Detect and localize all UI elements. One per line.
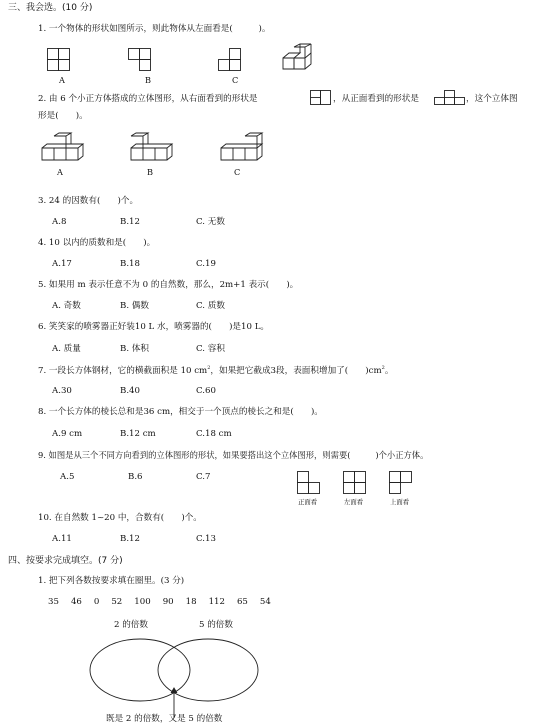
q4-option-a: A.17	[52, 259, 72, 269]
q7-text-c: 。	[384, 365, 394, 376]
question-2-text-d: 形是( )。	[38, 111, 88, 121]
q2-option-b-figure	[130, 133, 174, 163]
q9-option-b: B.6	[128, 472, 143, 482]
number-item: 18	[185, 597, 197, 607]
question-2-text-a: 2. 由 6 个小正方体搭成的立体图形，从右面看到的形状是	[38, 94, 258, 104]
question-8-text: 8. 一个长方体的棱长总和是36 cm，相交于一个顶点的棱长之和是( )。	[38, 407, 323, 417]
q10-option-a: A.11	[52, 534, 72, 544]
q4-option-b: B.18	[120, 259, 140, 269]
question-6-text: 6. 笑笑家的喷雾器正好装10 L 水，喷雾器的( )是10 L。	[38, 322, 269, 332]
q2-option-c-label: C	[234, 167, 241, 177]
q1-option-b-label: B	[145, 75, 152, 85]
number-item: 35	[48, 597, 59, 607]
q6-option-c: C. 容积	[196, 344, 225, 354]
q2-option-c-figure	[220, 133, 264, 163]
question-2-text-b: ，从正面看到的形状是	[333, 94, 419, 104]
q4-option-c: C.19	[196, 259, 216, 269]
q1-option-a-figure	[47, 48, 73, 72]
q1-option-b-figure	[128, 48, 154, 72]
q3-option-a: A.8	[52, 217, 67, 227]
number-list	[48, 598, 271, 607]
q10-option-c: C.13	[196, 534, 216, 544]
q2-option-a-label: A	[57, 167, 63, 177]
q9-top-view-label: 上面看	[390, 498, 410, 506]
section-3-heading: 三、我会选。(10 分)	[8, 3, 93, 13]
q7-sup-2: 2	[381, 365, 385, 371]
venn-diagram	[88, 637, 260, 721]
question-7-text	[38, 366, 393, 375]
q7-sup-1: 2	[207, 365, 211, 371]
question-4-text: 4. 10 以内的质数和是( )。	[38, 238, 156, 248]
question-10-text: 10. 在自然数 1~20 中，合数有( )个。	[38, 513, 202, 523]
q1-option-c-figure	[218, 48, 244, 72]
venn-bottom-label: 既是 2 的倍数，又是 5 的倍数	[106, 714, 223, 724]
q9-front-view-label: 正面看	[298, 498, 318, 506]
q7-option-a: A.30	[52, 386, 72, 396]
q8-option-b: B.12 cm	[120, 429, 156, 439]
q9-option-c: C.7	[196, 472, 211, 482]
number-item: 90	[162, 597, 174, 607]
question-2-text-c: ，这个立体图	[466, 94, 518, 104]
q7-option-b: B.40	[120, 386, 140, 396]
question-3-text: 3. 24 的因数有( )个。	[38, 196, 139, 206]
number-item: 0	[93, 597, 100, 607]
q6-option-a: A. 质量	[52, 344, 81, 354]
question-9-text: 9. 如图是从三个不同方向看到的立体图形的形状，如果要搭出这个立体图形，则需要( )个小正方体。	[38, 450, 429, 460]
question-5-text: 5. 如果用 m 表示任意不为 0 的自然数，那么，2m+1 表示( )。	[38, 280, 299, 290]
q9-left-view-label: 左面看	[344, 498, 364, 506]
q8-option-c: C.18 cm	[196, 429, 232, 439]
q10-option-b: B.12	[120, 534, 140, 544]
number-item: 54	[259, 597, 271, 607]
q2-option-a-figure	[41, 133, 85, 163]
q5-option-a: A. 奇数	[52, 301, 81, 311]
question-1-text: 1. 一个物体的形状如图所示，则此物体从左面看是( )。	[38, 24, 271, 34]
q5-option-c: C. 质数	[196, 301, 225, 311]
q8-option-a: A.9 cm	[52, 429, 83, 439]
venn-right-label: 5 的倍数	[199, 620, 233, 630]
q9-front-view-figure	[297, 471, 321, 495]
q2-right-view-figure	[310, 90, 332, 106]
number-item: 65	[236, 597, 248, 607]
number-item: 46	[70, 597, 82, 607]
number-item: 100	[134, 597, 151, 607]
q7-text-b: ，如果把它截成3段，表面积增加了( )cm	[210, 365, 382, 376]
venn-left-label: 2 的倍数	[114, 620, 148, 630]
q2-option-b-label: B	[147, 167, 154, 177]
venn-pointer-arrow-head	[171, 688, 177, 693]
q7-text-a: 7. 一段长方体钢材，它的横截面积是 10 cm	[38, 365, 208, 376]
q9-left-view-figure	[343, 471, 367, 495]
q9-top-view-figure	[389, 471, 413, 495]
q1-option-a-label: A	[59, 75, 65, 85]
q3-option-b: B.12	[120, 217, 140, 227]
q9-option-a: A.5	[60, 472, 75, 482]
q1-object-figure	[281, 44, 315, 76]
q1-option-c-label: C	[232, 75, 239, 85]
number-item: 52	[111, 597, 123, 607]
q5-option-b: B. 偶数	[120, 301, 149, 311]
q6-option-b: B. 体积	[120, 344, 149, 354]
number-item: 112	[208, 597, 225, 607]
section-4-heading: 四、按要求完成填空。(7 分)	[8, 556, 123, 566]
q2-front-view-figure	[434, 90, 466, 106]
s4-question-1-text: 1. 把下列各数按要求填在圈里。(3 分)	[38, 576, 185, 586]
q7-option-c: C.60	[196, 386, 216, 396]
q3-option-c: C. 无数	[196, 217, 225, 227]
